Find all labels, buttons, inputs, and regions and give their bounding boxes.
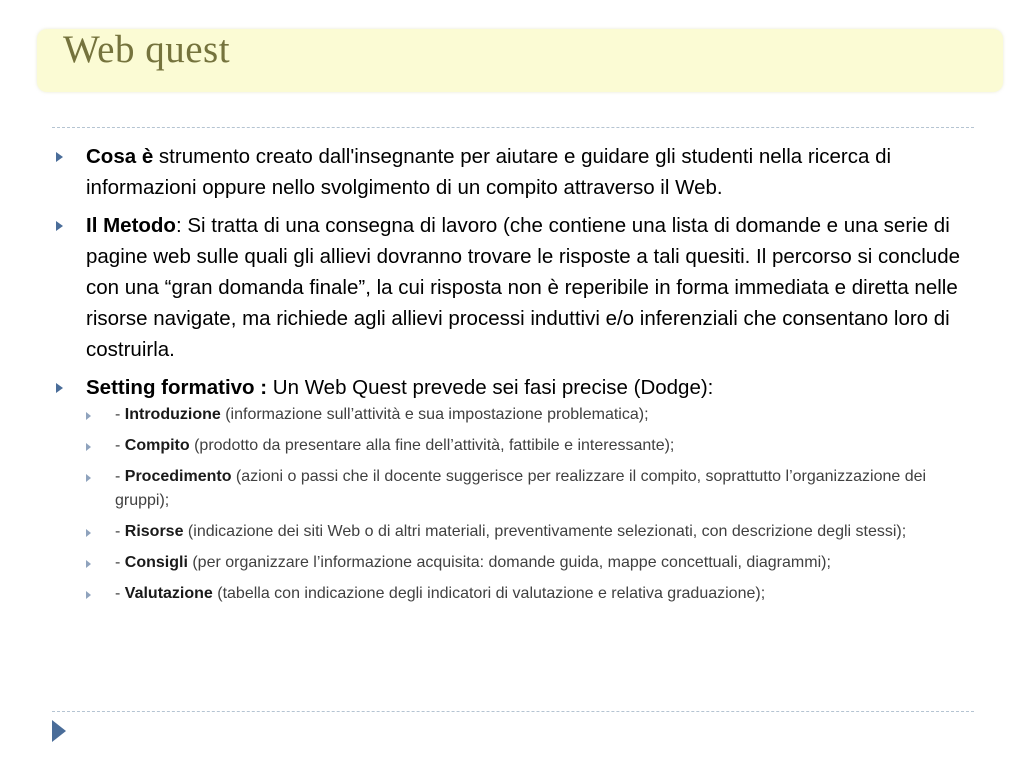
- next-slide-arrow-icon[interactable]: [52, 720, 66, 742]
- phase-text: (azioni o passi che il docente suggerisce per realizzare il compito, soprattutto l’organizzazione dei gruppi);: [115, 468, 927, 509]
- small-triangle-bullet-icon: [86, 529, 91, 537]
- phase-label: Valutazione: [124, 585, 213, 602]
- bullet-item-setting: [56, 372, 966, 606]
- phase-text: (indicazione dei siti Web o di altri materiali, preventivamente selezionati, con descrizione degli stessi);: [183, 523, 907, 540]
- phase-text: (per organizzare l’informazione acquisita: domande guida, mappe concettuali, diagrammi);: [187, 554, 831, 571]
- bullet-label: Cosa è: [86, 145, 154, 168]
- phase-text: (informazione sull’attività e sua impostazione problematica);: [220, 406, 649, 423]
- phase-item-compito: [85, 434, 966, 458]
- bullet-label: Il Metodo: [86, 214, 176, 237]
- phase-label: Introduzione: [124, 406, 221, 423]
- phase-prefix: -: [115, 523, 125, 540]
- phase-item-introduzione: [85, 403, 966, 427]
- small-triangle-bullet-icon: [86, 412, 91, 420]
- phase-prefix: -: [115, 406, 125, 423]
- small-triangle-bullet-icon: [86, 443, 91, 451]
- bullet-label: Setting formativo :: [86, 376, 268, 399]
- phase-prefix: -: [115, 437, 125, 454]
- phase-label: Compito: [124, 437, 190, 454]
- phase-label: Procedimento: [124, 468, 232, 485]
- phase-label: Consigli: [124, 554, 188, 571]
- small-triangle-bullet-icon: [86, 560, 91, 568]
- phase-text: (prodotto da presentare alla fine dell’attività, fattibile e interessante);: [189, 437, 675, 454]
- triangle-bullet-icon: [56, 152, 63, 162]
- phase-item-risorse: [85, 520, 966, 544]
- phase-item-valutazione: [85, 582, 966, 606]
- bullet-text: : Si tratta di una consegna di lavoro (che contiene una lista di domande e una serie di pagine web sulle quali gli allievi dovranno trovare le risposte a tali quesiti. Il percorso si conclude con una “gran domanda finale”, la cui risposta non è reperibile in forma immediata e diretta nelle risorse navigate, ma richiede agli allievi processi induttivi e/o inferenziali che consentano loro di costruirla.: [86, 214, 961, 361]
- phase-text: (tabella con indicazione degli indicatori di valutazione e relativa graduazione);: [212, 585, 766, 602]
- phase-label: Risorse: [124, 523, 184, 540]
- bullet-item-metodo: [56, 210, 966, 365]
- small-triangle-bullet-icon: [86, 591, 91, 599]
- phase-item-procedimento: [85, 465, 966, 513]
- bottom-divider: [52, 711, 974, 712]
- bullet-text: strumento creato dall'insegnante per aiutare e guidare gli studenti nella ricerca di informazioni oppure nello svolgimento di un compito attraverso il Web.: [86, 145, 892, 199]
- bullet-item-cosa: [56, 141, 966, 203]
- small-triangle-bullet-icon: [86, 474, 91, 482]
- slide-title: Web quest: [63, 28, 231, 71]
- triangle-bullet-icon: [56, 383, 63, 393]
- phase-item-consigli: [85, 551, 966, 575]
- phase-list: [85, 403, 966, 606]
- bullet-list: [56, 141, 966, 606]
- phase-prefix: -: [115, 468, 125, 485]
- top-divider: [52, 127, 974, 128]
- slide-content: [56, 141, 966, 613]
- phase-prefix: -: [115, 554, 125, 571]
- phase-prefix: -: [115, 585, 125, 602]
- bullet-text: Un Web Quest prevede sei fasi precise (Dodge):: [267, 376, 714, 399]
- triangle-bullet-icon: [56, 221, 63, 231]
